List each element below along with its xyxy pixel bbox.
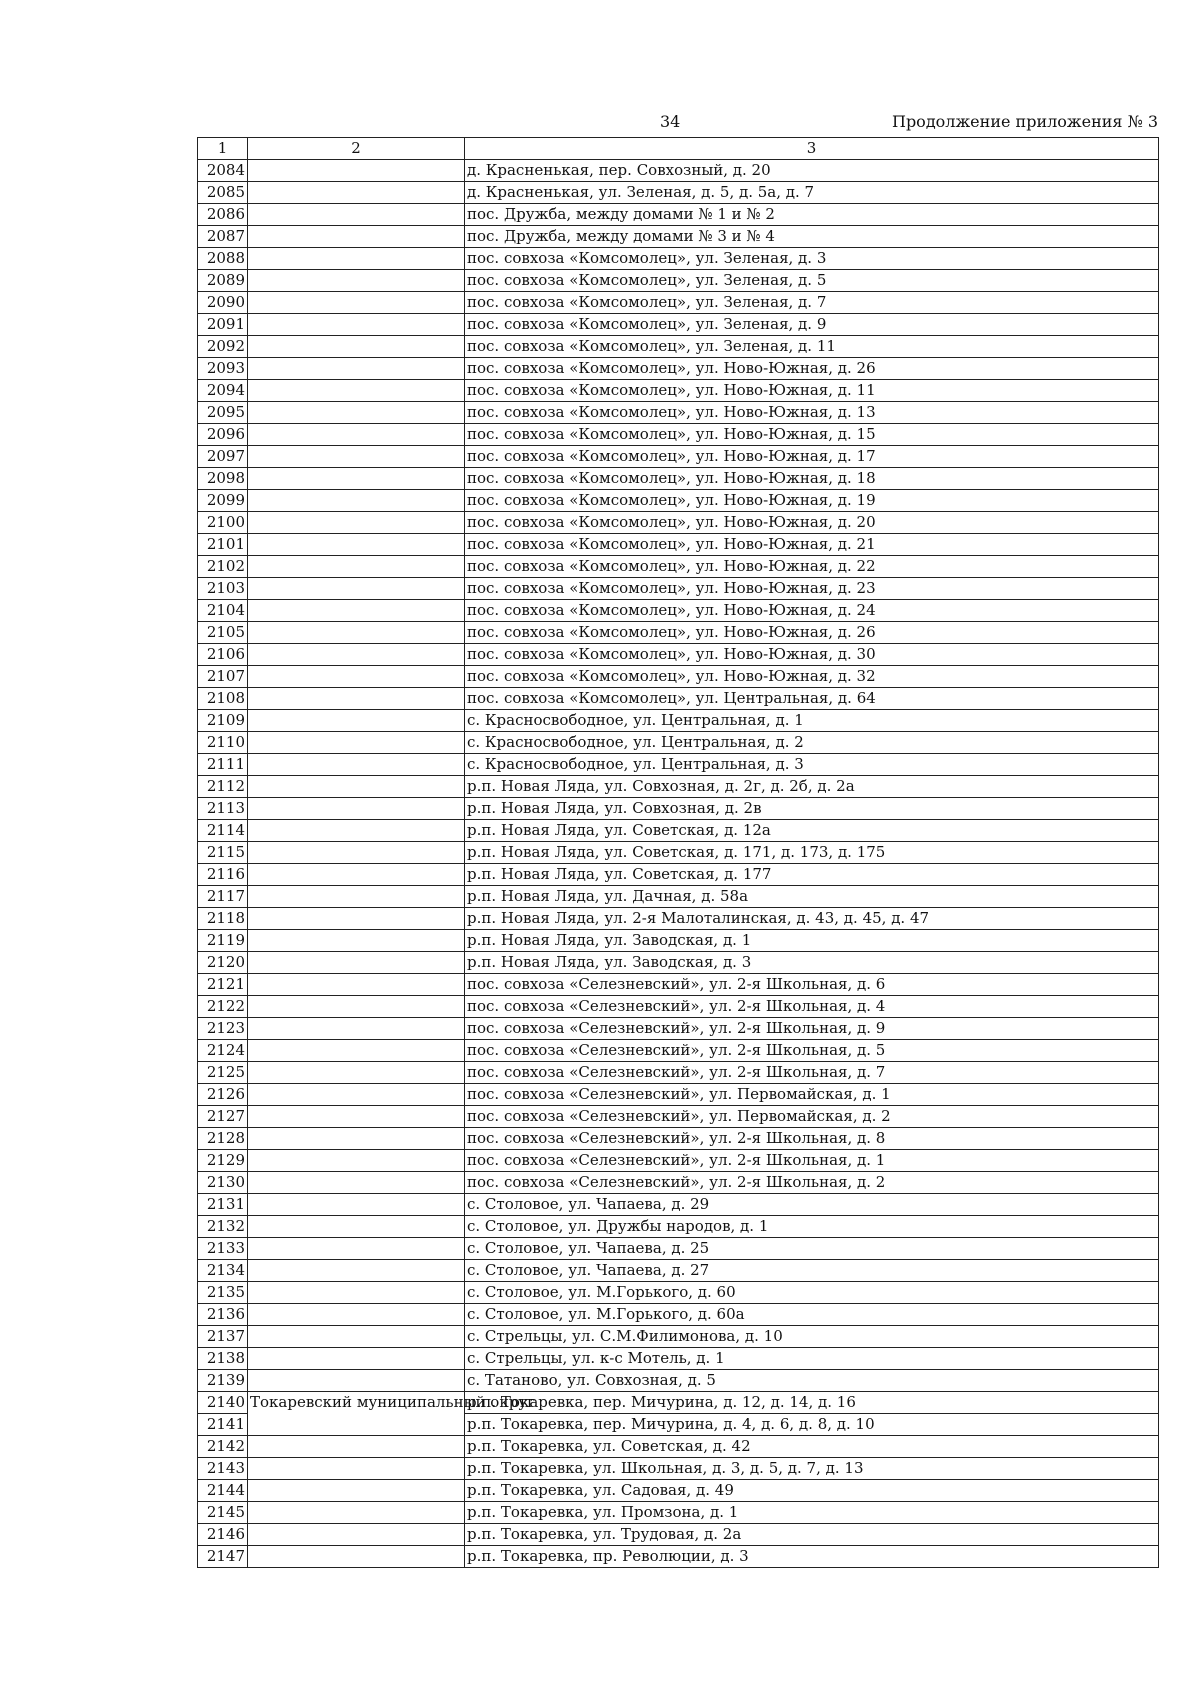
district-cell bbox=[248, 160, 465, 182]
table-row bbox=[198, 1150, 1159, 1172]
district-cell bbox=[248, 1172, 465, 1194]
address-cell: пос. совхоза «Селезневский», ул. 2-я Школьная, д. 8 bbox=[465, 1128, 1159, 1150]
row-number: 2106 bbox=[198, 644, 248, 666]
row-number: 2117 bbox=[198, 886, 248, 908]
table-row bbox=[198, 1062, 1159, 1084]
address-cell: пос. совхоза «Комсомолец», ул. Зеленая, д. 9 bbox=[465, 314, 1159, 336]
row-number: 2108 bbox=[198, 688, 248, 710]
table-row bbox=[198, 754, 1159, 776]
address-cell: пос. совхоза «Селезневский», ул. 2-я Школьная, д. 1 bbox=[465, 1150, 1159, 1172]
row-number: 2122 bbox=[198, 996, 248, 1018]
district-cell bbox=[248, 622, 465, 644]
district-cell bbox=[248, 424, 465, 446]
table-row bbox=[198, 556, 1159, 578]
row-number: 2124 bbox=[198, 1040, 248, 1062]
table-row bbox=[198, 1326, 1159, 1348]
column-header-1: 1 bbox=[198, 138, 248, 160]
district-cell bbox=[248, 776, 465, 798]
address-cell: пос. совхоза «Селезневский», ул. Первомайская, д. 1 bbox=[465, 1084, 1159, 1106]
district-cell bbox=[248, 600, 465, 622]
table-row bbox=[198, 1238, 1159, 1260]
address-cell: пос. совхоза «Селезневский», ул. 2-я Школьная, д. 2 bbox=[465, 1172, 1159, 1194]
address-cell: пос. совхоза «Комсомолец», ул. Ново-Южная, д. 22 bbox=[465, 556, 1159, 578]
district-cell bbox=[248, 754, 465, 776]
address-cell: р.п. Новая Ляда, ул. Советская, д. 12а bbox=[465, 820, 1159, 842]
address-cell: р.п. Новая Ляда, ул. Заводская, д. 3 bbox=[465, 952, 1159, 974]
district-cell bbox=[248, 1524, 465, 1546]
row-number: 2109 bbox=[198, 710, 248, 732]
row-number: 2096 bbox=[198, 424, 248, 446]
row-number: 2126 bbox=[198, 1084, 248, 1106]
address-cell: пос. Дружба, между домами № 1 и № 2 bbox=[465, 204, 1159, 226]
address-cell: пос. совхоза «Селезневский», ул. 2-я Школьная, д. 9 bbox=[465, 1018, 1159, 1040]
row-number: 2145 bbox=[198, 1502, 248, 1524]
district-cell bbox=[248, 226, 465, 248]
row-number: 2123 bbox=[198, 1018, 248, 1040]
table-row bbox=[198, 1282, 1159, 1304]
row-number: 2140 bbox=[198, 1392, 248, 1414]
district-cell bbox=[248, 512, 465, 534]
row-number: 2125 bbox=[198, 1062, 248, 1084]
table-row bbox=[198, 358, 1159, 380]
address-cell: пос. совхоза «Селезневский», ул. 2-я Школьная, д. 5 bbox=[465, 1040, 1159, 1062]
table-row bbox=[198, 622, 1159, 644]
district-cell bbox=[248, 908, 465, 930]
row-number: 2110 bbox=[198, 732, 248, 754]
address-cell: р.п. Токаревка, пер. Мичурина, д. 12, д. 14, д. 16 bbox=[465, 1392, 1159, 1414]
table-row bbox=[198, 292, 1159, 314]
row-number: 2143 bbox=[198, 1458, 248, 1480]
table-row bbox=[198, 1018, 1159, 1040]
row-number: 2121 bbox=[198, 974, 248, 996]
row-number: 2135 bbox=[198, 1282, 248, 1304]
row-number: 2104 bbox=[198, 600, 248, 622]
address-cell: пос. совхоза «Комсомолец», ул. Ново-Южная, д. 17 bbox=[465, 446, 1159, 468]
table-row bbox=[198, 842, 1159, 864]
table-row bbox=[198, 1172, 1159, 1194]
table-row bbox=[198, 1392, 1159, 1414]
row-number: 2087 bbox=[198, 226, 248, 248]
row-number: 2100 bbox=[198, 512, 248, 534]
district-cell bbox=[248, 732, 465, 754]
table-row bbox=[198, 732, 1159, 754]
table-row bbox=[198, 930, 1159, 952]
district-cell bbox=[248, 336, 465, 358]
table-body bbox=[198, 160, 1159, 1568]
row-number: 2095 bbox=[198, 402, 248, 424]
row-number: 2142 bbox=[198, 1436, 248, 1458]
district-cell bbox=[248, 820, 465, 842]
address-cell: с. Красносвободное, ул. Центральная, д. 1 bbox=[465, 710, 1159, 732]
row-number: 2085 bbox=[198, 182, 248, 204]
table-row bbox=[198, 314, 1159, 336]
district-cell bbox=[248, 490, 465, 512]
table-row bbox=[198, 578, 1159, 600]
district-cell bbox=[248, 380, 465, 402]
table-row bbox=[198, 710, 1159, 732]
address-cell: р.п. Токаревка, пер. Мичурина, д. 4, д. 6, д. 8, д. 10 bbox=[465, 1414, 1159, 1436]
district-cell bbox=[248, 886, 465, 908]
row-number: 2112 bbox=[198, 776, 248, 798]
table-row bbox=[198, 380, 1159, 402]
district-cell bbox=[248, 930, 465, 952]
row-number: 2097 bbox=[198, 446, 248, 468]
row-number: 2091 bbox=[198, 314, 248, 336]
table-row bbox=[198, 1546, 1159, 1568]
row-number: 2133 bbox=[198, 1238, 248, 1260]
district-cell bbox=[248, 974, 465, 996]
address-cell: пос. совхоза «Комсомолец», ул. Зеленая, д. 5 bbox=[465, 270, 1159, 292]
address-cell: пос. совхоза «Комсомолец», ул. Центральная, д. 64 bbox=[465, 688, 1159, 710]
district-cell bbox=[248, 578, 465, 600]
row-number: 2130 bbox=[198, 1172, 248, 1194]
address-cell: пос. совхоза «Комсомолец», ул. Зеленая, д. 3 bbox=[465, 248, 1159, 270]
address-cell: с. Стрельцы, ул. С.М.Филимонова, д. 10 bbox=[465, 1326, 1159, 1348]
address-cell: р.п. Токаревка, ул. Трудовая, д. 2а bbox=[465, 1524, 1159, 1546]
address-cell: пос. совхоза «Комсомолец», ул. Ново-Южная, д. 21 bbox=[465, 534, 1159, 556]
district-cell bbox=[248, 864, 465, 886]
row-number: 2090 bbox=[198, 292, 248, 314]
row-number: 2084 bbox=[198, 160, 248, 182]
district-cell: Токаревский муниципальный округ bbox=[248, 1392, 465, 1436]
table-row bbox=[198, 204, 1159, 226]
address-cell: пос. совхоза «Селезневский», ул. 2-я Школьная, д. 6 bbox=[465, 974, 1159, 996]
district-cell bbox=[248, 402, 465, 424]
district-cell bbox=[248, 996, 465, 1018]
district-cell bbox=[248, 358, 465, 380]
table-row bbox=[198, 512, 1159, 534]
row-number: 2136 bbox=[198, 1304, 248, 1326]
table-row bbox=[198, 1348, 1159, 1370]
district-cell bbox=[248, 270, 465, 292]
address-cell: р.п. Токаревка, ул. Промзона, д. 1 bbox=[465, 1502, 1159, 1524]
address-cell: пос. совхоза «Комсомолец», ул. Ново-Южная, д. 26 bbox=[465, 358, 1159, 380]
district-cell bbox=[248, 204, 465, 226]
district-cell bbox=[248, 842, 465, 864]
address-cell: с. Столовое, ул. Дружбы народов, д. 1 bbox=[465, 1216, 1159, 1238]
district-cell bbox=[248, 1018, 465, 1040]
district-cell bbox=[248, 534, 465, 556]
address-cell: пос. совхоза «Комсомолец», ул. Ново-Южная, д. 13 bbox=[465, 402, 1159, 424]
row-number: 2099 bbox=[198, 490, 248, 512]
table-row bbox=[198, 952, 1159, 974]
row-number: 2086 bbox=[198, 204, 248, 226]
table-row bbox=[198, 820, 1159, 842]
continuation-label: Продолжение приложения № 3 bbox=[891, 112, 1158, 131]
address-cell: р.п. Новая Ляда, ул. Совхозная, д. 2в bbox=[465, 798, 1159, 820]
row-number: 2093 bbox=[198, 358, 248, 380]
address-cell: р.п. Новая Ляда, ул. Дачная, д. 58а bbox=[465, 886, 1159, 908]
address-cell: пос. совхоза «Комсомолец», ул. Ново-Южная, д. 20 bbox=[465, 512, 1159, 534]
address-cell: р.п. Токаревка, пр. Революции, д. 3 bbox=[465, 1546, 1159, 1568]
address-cell: пос. совхоза «Комсомолец», ул. Ново-Южная, д. 26 bbox=[465, 622, 1159, 644]
address-cell: д. Красненькая, пер. Совхозный, д. 20 bbox=[465, 160, 1159, 182]
table-row bbox=[198, 996, 1159, 1018]
row-number: 2105 bbox=[198, 622, 248, 644]
row-number: 2101 bbox=[198, 534, 248, 556]
district-cell bbox=[248, 446, 465, 468]
row-number: 2114 bbox=[198, 820, 248, 842]
address-cell: с. Стрельцы, ул. к-с Мотель, д. 1 bbox=[465, 1348, 1159, 1370]
district-cell bbox=[248, 1326, 465, 1348]
row-number: 2141 bbox=[198, 1414, 248, 1436]
address-cell: р.п. Новая Ляда, ул. Заводская, д. 1 bbox=[465, 930, 1159, 952]
table-row bbox=[198, 1480, 1159, 1502]
table-row bbox=[198, 644, 1159, 666]
address-cell: пос. совхоза «Комсомолец», ул. Ново-Южная, д. 11 bbox=[465, 380, 1159, 402]
district-cell bbox=[248, 1150, 465, 1172]
address-cell: с. Красносвободное, ул. Центральная, д. 3 bbox=[465, 754, 1159, 776]
table-row bbox=[198, 1436, 1159, 1458]
table-row bbox=[198, 776, 1159, 798]
table-row bbox=[198, 1040, 1159, 1062]
table-row bbox=[198, 248, 1159, 270]
row-number: 2128 bbox=[198, 1128, 248, 1150]
table-row bbox=[198, 1194, 1159, 1216]
address-cell: р.п. Новая Ляда, ул. 2-я Малоталинская, д. 43, д. 45, д. 47 bbox=[465, 908, 1159, 930]
address-cell: с. Столовое, ул. Чапаева, д. 25 bbox=[465, 1238, 1159, 1260]
row-number: 2115 bbox=[198, 842, 248, 864]
row-number: 2094 bbox=[198, 380, 248, 402]
address-cell: с. Столовое, ул. М.Горького, д. 60а bbox=[465, 1304, 1159, 1326]
address-cell: пос. совхоза «Комсомолец», ул. Ново-Южная, д. 23 bbox=[465, 578, 1159, 600]
row-number: 2129 bbox=[198, 1150, 248, 1172]
district-cell bbox=[248, 1348, 465, 1370]
district-cell bbox=[248, 1458, 465, 1480]
table-row bbox=[198, 160, 1159, 182]
address-cell: пос. совхоза «Комсомолец», ул. Зеленая, д. 7 bbox=[465, 292, 1159, 314]
row-number: 2146 bbox=[198, 1524, 248, 1546]
table-row bbox=[198, 1128, 1159, 1150]
row-number: 2147 bbox=[198, 1546, 248, 1568]
table-row bbox=[198, 534, 1159, 556]
table-row bbox=[198, 468, 1159, 490]
district-cell bbox=[248, 1546, 465, 1568]
row-number: 2139 bbox=[198, 1370, 248, 1392]
table-row bbox=[198, 1216, 1159, 1238]
district-cell bbox=[248, 666, 465, 688]
address-cell: пос. совхоза «Комсомолец», ул. Ново-Южная, д. 19 bbox=[465, 490, 1159, 512]
row-number: 2111 bbox=[198, 754, 248, 776]
district-cell bbox=[248, 688, 465, 710]
district-cell bbox=[248, 1194, 465, 1216]
district-cell bbox=[248, 556, 465, 578]
row-number: 2092 bbox=[198, 336, 248, 358]
address-cell: с. Столовое, ул. М.Горького, д. 60 bbox=[465, 1282, 1159, 1304]
table-row bbox=[198, 446, 1159, 468]
address-cell: р.п. Токаревка, ул. Садовая, д. 49 bbox=[465, 1480, 1159, 1502]
row-number: 2138 bbox=[198, 1348, 248, 1370]
table-row bbox=[198, 490, 1159, 512]
address-cell: пос. совхоза «Комсомолец», ул. Ново-Южная, д. 32 bbox=[465, 666, 1159, 688]
header-row bbox=[198, 138, 1159, 160]
row-number: 2113 bbox=[198, 798, 248, 820]
table-row bbox=[198, 270, 1159, 292]
row-number: 2089 bbox=[198, 270, 248, 292]
address-cell: пос. совхоза «Комсомолец», ул. Ново-Южная, д. 18 bbox=[465, 468, 1159, 490]
district-cell bbox=[248, 468, 465, 490]
district-cell bbox=[248, 1216, 465, 1238]
district-cell bbox=[248, 1084, 465, 1106]
addresses-table bbox=[197, 137, 1159, 1568]
district-cell bbox=[248, 710, 465, 732]
district-cell bbox=[248, 1040, 465, 1062]
district-cell bbox=[248, 1436, 465, 1458]
row-number: 2132 bbox=[198, 1216, 248, 1238]
district-cell bbox=[248, 1128, 465, 1150]
address-cell: пос. совхоза «Комсомолец», ул. Зеленая, д. 11 bbox=[465, 336, 1159, 358]
district-cell bbox=[248, 182, 465, 204]
table-row bbox=[198, 666, 1159, 688]
table-row bbox=[198, 864, 1159, 886]
district-cell bbox=[248, 952, 465, 974]
address-cell: пос. Дружба, между домами № 3 и № 4 bbox=[465, 226, 1159, 248]
district-cell bbox=[248, 1304, 465, 1326]
address-cell: пос. совхоза «Комсомолец», ул. Ново-Южная, д. 24 bbox=[465, 600, 1159, 622]
address-cell: д. Красненькая, ул. Зеленая, д. 5, д. 5а, д. 7 bbox=[465, 182, 1159, 204]
row-number: 2131 bbox=[198, 1194, 248, 1216]
table-row bbox=[198, 424, 1159, 446]
column-header-2: 2 bbox=[248, 138, 465, 160]
district-cell bbox=[248, 314, 465, 336]
address-cell: р.п. Новая Ляда, ул. Совхозная, д. 2г, д. 2б, д. 2а bbox=[465, 776, 1159, 798]
row-number: 2103 bbox=[198, 578, 248, 600]
table-row bbox=[198, 688, 1159, 710]
page-number: 34 bbox=[660, 112, 681, 131]
district-cell bbox=[248, 1480, 465, 1502]
table-row bbox=[198, 1370, 1159, 1392]
column-header-3: 3 bbox=[465, 138, 1159, 160]
row-number: 2098 bbox=[198, 468, 248, 490]
address-cell: пос. совхоза «Селезневский», ул. Первомайская, д. 2 bbox=[465, 1106, 1159, 1128]
district-cell bbox=[248, 1238, 465, 1260]
table-row bbox=[198, 226, 1159, 248]
table-row bbox=[198, 1260, 1159, 1282]
address-cell: пос. совхоза «Комсомолец», ул. Ново-Южная, д. 15 bbox=[465, 424, 1159, 446]
table-row bbox=[198, 182, 1159, 204]
district-cell bbox=[248, 248, 465, 270]
row-number: 2088 bbox=[198, 248, 248, 270]
district-cell bbox=[248, 1260, 465, 1282]
table-row bbox=[198, 974, 1159, 996]
table-row bbox=[198, 402, 1159, 424]
district-cell bbox=[248, 1370, 465, 1392]
row-number: 2119 bbox=[198, 930, 248, 952]
table-row bbox=[198, 1304, 1159, 1326]
address-cell: пос. совхоза «Селезневский», ул. 2-я Школьная, д. 4 bbox=[465, 996, 1159, 1018]
row-number: 2134 bbox=[198, 1260, 248, 1282]
district-cell bbox=[248, 1502, 465, 1524]
table-row bbox=[198, 908, 1159, 930]
address-cell: с. Столовое, ул. Чапаева, д. 27 bbox=[465, 1260, 1159, 1282]
row-number: 2102 bbox=[198, 556, 248, 578]
row-number: 2118 bbox=[198, 908, 248, 930]
table-row bbox=[198, 336, 1159, 358]
row-number: 2127 bbox=[198, 1106, 248, 1128]
row-number: 2144 bbox=[198, 1480, 248, 1502]
table-row bbox=[198, 1502, 1159, 1524]
district-cell bbox=[248, 1282, 465, 1304]
address-cell: р.п. Токаревка, ул. Советская, д. 42 bbox=[465, 1436, 1159, 1458]
address-cell: пос. совхоза «Комсомолец», ул. Ново-Южная, д. 30 bbox=[465, 644, 1159, 666]
row-number: 2107 bbox=[198, 666, 248, 688]
table-row bbox=[198, 1524, 1159, 1546]
district-cell bbox=[248, 1062, 465, 1084]
row-number: 2120 bbox=[198, 952, 248, 974]
district-cell bbox=[248, 644, 465, 666]
address-cell: с. Татаново, ул. Совхозная, д. 5 bbox=[465, 1370, 1159, 1392]
row-number: 2137 bbox=[198, 1326, 248, 1348]
table-row bbox=[198, 798, 1159, 820]
row-number: 2116 bbox=[198, 864, 248, 886]
address-cell: с. Красносвободное, ул. Центральная, д. 2 bbox=[465, 732, 1159, 754]
table-row bbox=[198, 1106, 1159, 1128]
district-cell bbox=[248, 798, 465, 820]
address-cell: р.п. Новая Ляда, ул. Советская, д. 177 bbox=[465, 864, 1159, 886]
address-cell: с. Столовое, ул. Чапаева, д. 29 bbox=[465, 1194, 1159, 1216]
table-row bbox=[198, 886, 1159, 908]
table-row bbox=[198, 1458, 1159, 1480]
table-row bbox=[198, 1084, 1159, 1106]
address-cell: пос. совхоза «Селезневский», ул. 2-я Школьная, д. 7 bbox=[465, 1062, 1159, 1084]
address-cell: р.п. Новая Ляда, ул. Советская, д. 171, д. 173, д. 175 bbox=[465, 842, 1159, 864]
table-row bbox=[198, 600, 1159, 622]
district-cell bbox=[248, 1106, 465, 1128]
address-cell: р.п. Токаревка, ул. Школьная, д. 3, д. 5, д. 7, д. 13 bbox=[465, 1458, 1159, 1480]
district-cell bbox=[248, 292, 465, 314]
